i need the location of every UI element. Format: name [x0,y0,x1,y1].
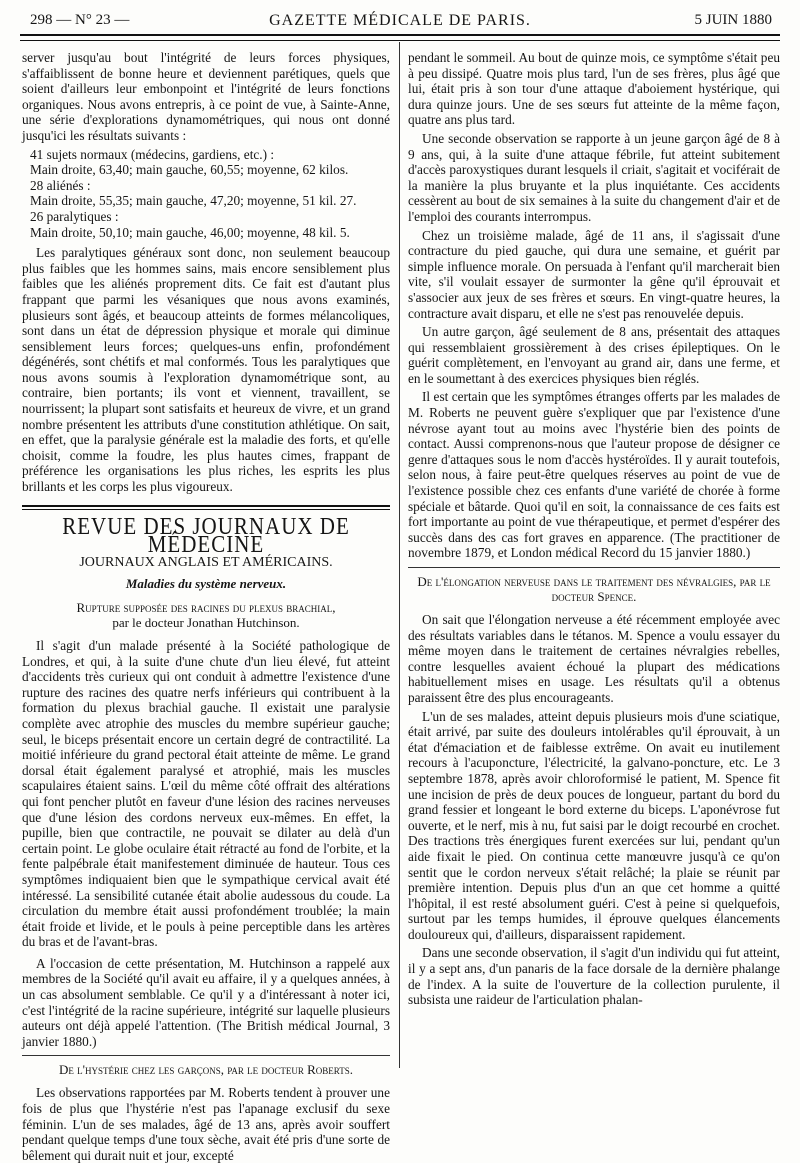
article-heading [22,600,390,630]
revue-subtitle: JOURNAUX ANGLAIS ET AMÉRICAINS. [79,554,333,570]
article-title: De l'élongation nerveuse dans le traitement des névralgies, par le docteur Spence. [417,574,771,604]
column-divider [399,42,400,1068]
paragraph: server jusqu'au bout l'intégrité de leurs forces physiques, s'affaiblissent de bonne heure et deviennent parétiques, quels que soient d'ailleurs leur embonpoint et l'intégrité de leurs fonctions organiques. Nous avons entrepris, à ce point de vue, à Sainte-Anne, une série d'explorations dynamométriques, qui nous ont donné jusqu'ici les résultats suivants : [22,50,390,143]
stat-label: 41 sujets normaux (médecins, gardiens, etc.) : [30,146,275,162]
paragraph: On sait que l'élongation nerveuse a été récemment employée avec des résultats variables dans le tétanos. M. Spence a voulu essayer du même moyen dans le traitement de certaines névralgies rebelles, contre lesquelles avaient échoué la plupart des médications habituellement mises en usage. Les résultats qu'il a obtenus paraissent être des plus encourageants. [408,612,780,705]
paragraph: Chez un troisième malade, âgé de 11 ans, il s'agissait d'une contracture du pied gauche, qui dura une semaine, et guérit par simple influence morale. On persuada à l'enfant qu'il marcherait bien vite, s'il voulait essayer de surmonter la gêne qu'il éprouvait et s'associer aux jeux de ses frères et sœurs. En vingt-quatre heures, la contracture avait disparu, et elle ne s'est pas renouvelée depuis. [408,227,780,321]
left-column [22,50,390,1163]
article-title: Rupture supposée des racines du plexus brachial, [76,600,336,615]
paragraph: Un autre garçon, âgé seulement de 8 ans, présentait des attaques qui ressemblaient grossièrement à des crises épileptiques. On le guérit complètement, en l'envoyant au grand air, dans une ferme, et en le soumettant à des exercices physiques bien réglés. [408,324,780,386]
page-header [20,12,780,32]
section-rule [22,505,390,510]
stat-values: Main droite, 50,10; main gauche, 46,00; moyenne, 48 kil. 5. [30,224,350,240]
paragraph: pendant le sommeil. Au bout de quinze mois, ce symptôme s'était peu à peu dissipé. Quatre mois plus tard, l'un de ses frères, plus âgé que lui, était pris à son tour d'une attaque d'aboiement hystérique, qui dura quinze jours. Une de ses sœurs fut atteinte de la même façon, quatre ans plus tard. [408,50,780,128]
stat-label: 26 paralytiques : [30,208,119,224]
stat-values: Main droite, 55,35; main gauche, 47,20; moyenne, 51 kil. 27. [30,193,357,209]
article-separator [408,567,780,568]
journal-title: GAZETTE MÉDICALE DE PARIS. [269,12,531,29]
section-title: Maladies du système nerveux. [125,576,287,592]
revue-title: REVUE DES JOURNAUX DE MÉDECINE [62,511,350,558]
paragraph: Les observations rapportées par M. Roberts tendent à prouver une fois de plus que l'hystérie n'est pas l'apanage exclusif du sexe féminin. L'un de ses malades, âgé de 13 ans, après avoir souffert pendant quelque temps d'une toux sèche, avait été pris d'une sorte de bêlement qui durait nuit et jour, excepté [22,1085,390,1163]
article-author: par le docteur Jonathan Hutchinson. [112,615,300,630]
page-number: 298 — N° 23 — [30,12,130,28]
paragraph: Il est certain que les symptômes étranges offerts par les malades de M. Roberts ne peuvent guère s'expliquer que par l'existence d'une névrose ayant tout au moins avec l'hystérie bien des points de contact. Aussi comprenons-nous que l'auteur propose de désigner ce genre d'attaques sous le nom d'accès hystéroïdes. Il y aurait toutefois, selon nous, à faire peut-être quelques réserves au point de vue de l'existence possible chez ces enfants d'une variété de chorée à forme spéciale et bâtarde. Quoi qu'il en soit, la connaissance de ces faits est fort importante au point de vue thérapeutique, et permet d'espérer des succès dans des cas fort graves en apparence. (The practitioner de novembre 1879, et London médical Record du 15 janvier 1880.) [408,389,780,561]
paragraph: Il s'agit d'un malade présenté à la Société pathologique de Londres, et qui, à la suite d'une chute d'un lieu élevé, fut atteint d'accidents très curieux qui ont conduit à admettre l'existence d'une rupture des racines des quatre nerfs inférieurs qui contribuent à la formation du plexus brachial gauche. Il existait une paralysie complète avec atrophie des muscles du membre supérieur gauche; seul, le biceps présentait encore un certain degré de contractilité. La moitié inférieure du grand pectoral était atteinte de même. Le grand dorsal était également paralysé et atrophié, mais les muscles scapulaires étaient sains. L'œil du même côté offrait des altérations qui font pencher plutôt en faveur d'une lésion des racines nerveuses que d'une lésion des cordons nerveux eux-mêmes. En effet, la pupille, bien que contractile, ne pouvait se dilater au delà d'un certain point. Le globe oculaire était rétracté au fond de l'orbite, et la fente palpébrale était manifestement diminuée de hauteur. Tous ces symptômes indiquaient bien que le sympathique cervical avait été intéressé. La sensibilité cutanée était abolie audessous du coude. La circulation du membre était aussi profondément troublée; la main était froide et livide, et le pouls à peine perceptible dans les artères du bras et de l'avant-bras. [22,638,390,950]
stat-label: 28 aliénés : [30,177,91,193]
paragraph: L'un de ses malades, atteint depuis plusieurs mois d'une sciatique, était arrivé, par suite des douleurs intolérables qu'il éprouvait, à un état d'émaciation et de faiblesse extrême. On avait eu inutilement recours à l'acuponcture, l'électricité, la galvano-poncture, etc. Le 3 septembre 1878, après avoir chloroformisé le patient, M. Spence fit une incision de près de deux pouces de longueur, partant du bord du grand fessier et longeant le bord externe du biceps. L'aponévrose fut ouverte, et le nerf, mis à nu, fut saisi par le doigt recourbé en crochet. Des tractions très énergiques furent exercées sur lui, pendant qu'un aide fixait le pied. On continua cette manœuvre jusqu'à ce qu'on sentit que le cordon nerveux s'était relâché; la plaie se réunit par première intention. Depuis plus d'un an que cet homme a quitté l'hôpital, il est resté absolument guéri. C'est à peine si quelquefois, surtout par les temps humides, il éprouve quelques élancements douloureux qui, d'ailleurs, disparaissent rapidement. [408,708,780,942]
article-separator [22,1055,390,1056]
stat-values: Main droite, 63,40; main gauche, 60,55; moyenne, 62 kilos. [30,162,349,178]
right-column [408,50,780,1060]
issue-date: 5 JUIN 1880 [694,12,772,28]
header-rule [20,34,780,41]
paragraph: Une seconde observation se rapporte à un jeune garçon âgé de 8 à 9 ans, qui, à la suite d'une attaque fébrile, fut atteint subitement d'accès paroxystiques durant lesquels il criait, s'agitait et vociférait de la manière la plus bruyante et la plus inquiétante. Ces accidents cessèrent au bout de six semaines à la suite du changement d'air et de l'emploi des courants interrompus. [408,130,780,224]
paragraph: A l'occasion de cette présentation, M. Hutchinson a rappelé aux membres de la Société qu'il avait eu affaire, il y a quelques années, à un cas absolument semblable. Ce qu'il y a d'intéressant à noter ici, c'est l'intégrité de la racine supérieure, intégrité sur laquelle plusieurs auteurs ont déjà appelé l'attention. (The British médical Journal, 3 janvier 1880.) [22,955,390,1049]
paragraph: Dans une seconde observation, il s'agit d'un individu qui fut atteint, il y a sept ans, d'un panaris de la face dorsale de la dernière phalange de l'index. A la suite de l'ouverture de la collection purulente, il subsista une raideur de l'articulation phalan- [408,945,780,1008]
paragraph: Les paralytiques généraux sont donc, non seulement beaucoup plus faibles que les hommes sains, mais encore sensiblement plus faibles que les aliénés proprement dits. Ce fait est d'autant plus frappant que parmi les vésaniques que nous avons examinés, plusieurs sont âgés, et beaucoup atteints de formes mélancoliques, sont dans un état de dépression physique et morale qui diminue sensiblement leurs forces; quelques-uns enfin, profondément dégénérés, sont chétifs et mal conformés. Tous les paralytiques que nous avons soumis à l'exploration dynamométrique sont, au contraire, bien portants; ils vont et viennent, travaillent, se nourrissent; la plupart sont satisfaits et heureux de vivre, et un grand nombre présentent les attributs d'une constitution athlétique. On sait, en effet, que la paralysie générale est la maladie des forts, et qu'elle choisit, comme la foudre, les plus hautes cimes, frappant de préférence les organisations les plus riches, les esprits les plus brillants et les corps les plus vigoureux. [22,245,390,495]
article-title: De l'hystérie chez les garçons, par le docteur Roberts. [58,1062,354,1078]
